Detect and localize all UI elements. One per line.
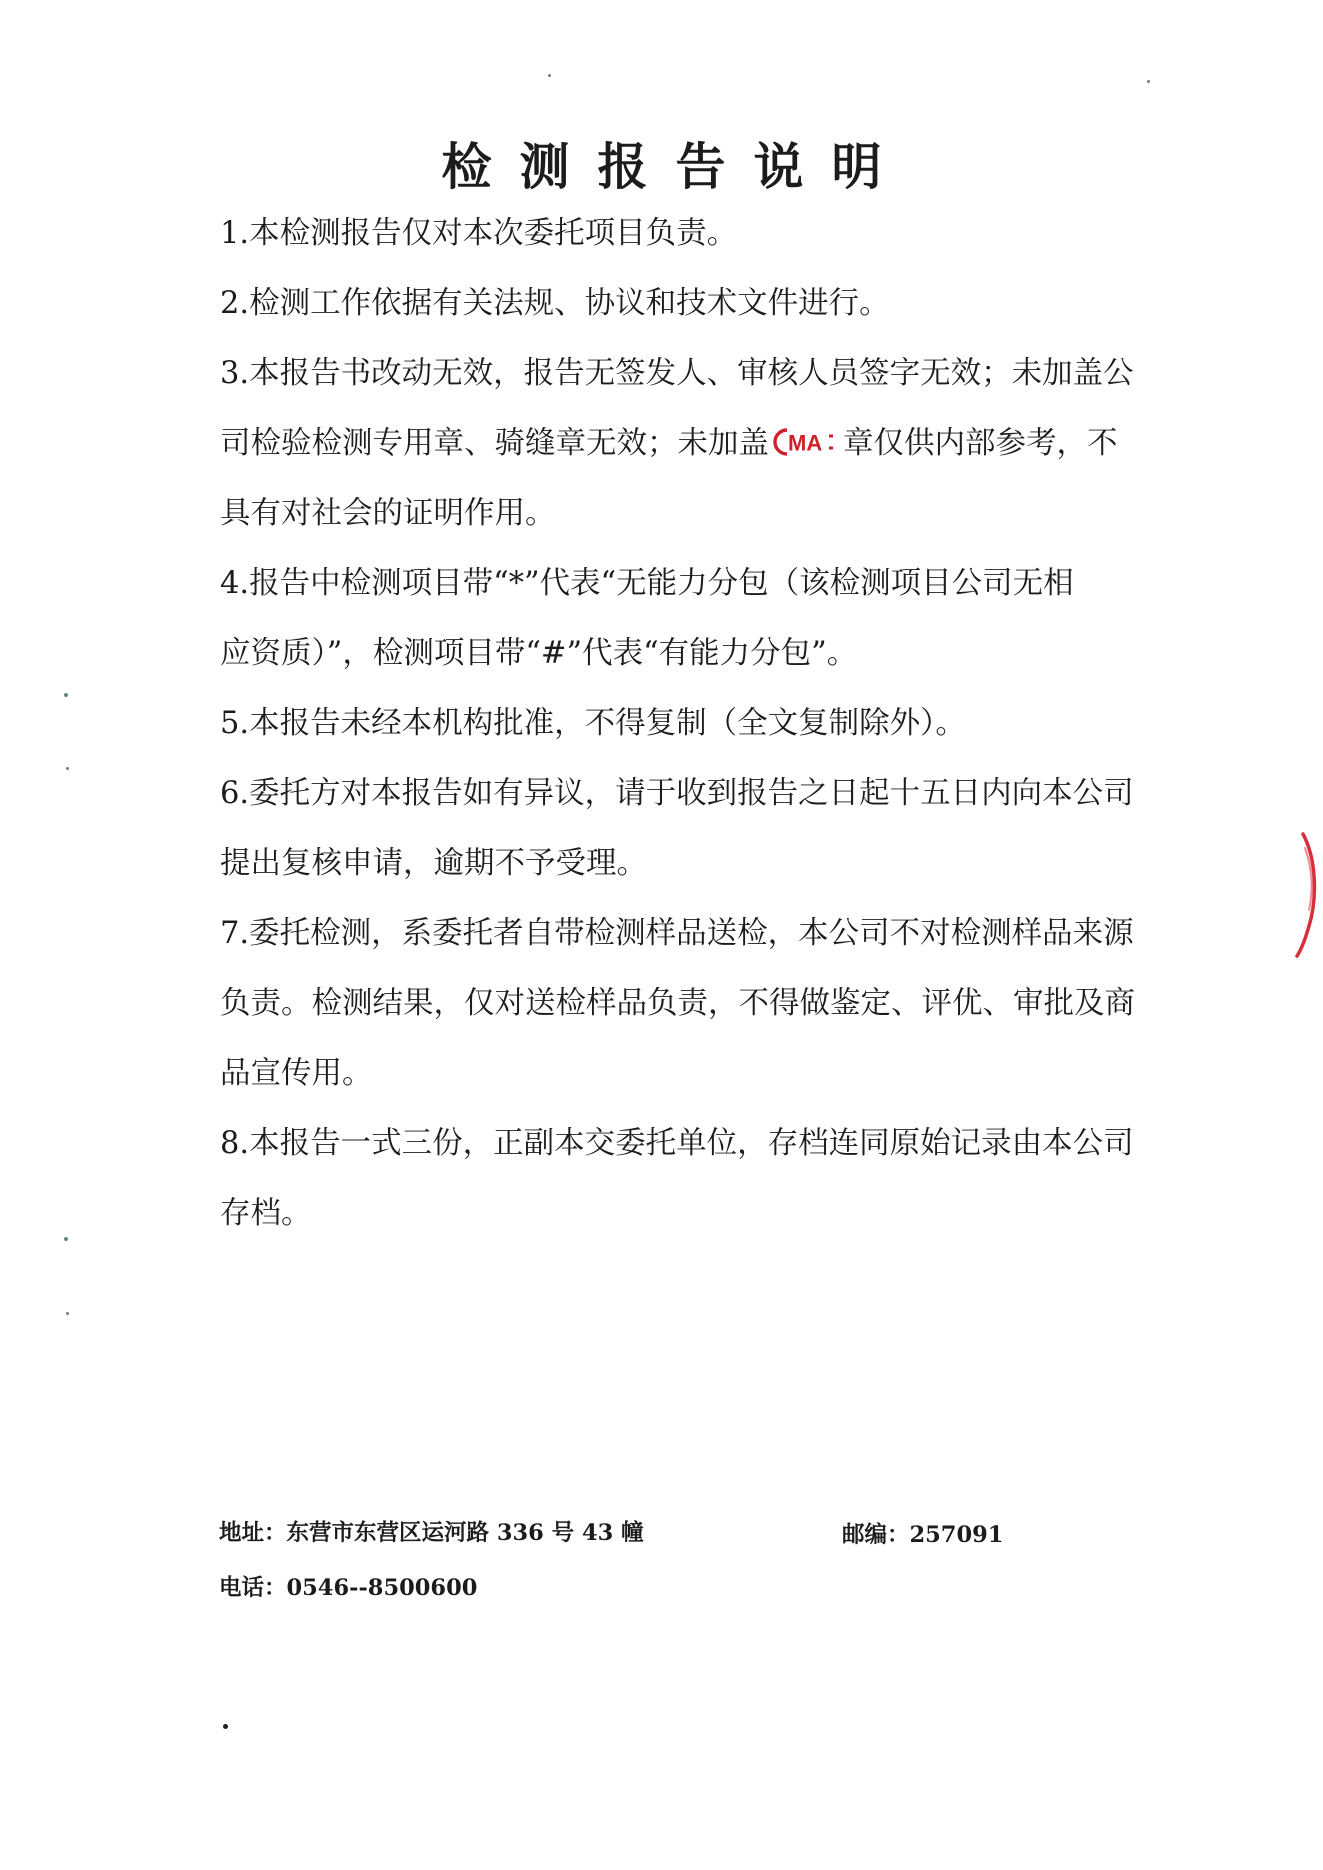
footer-address: 地址：东营市东营区运河路 336 号 43 幢 xyxy=(219,1520,644,1546)
clause-1: 1.本检测报告仅对本次委托项目负责。 xyxy=(220,216,738,251)
scan-speck xyxy=(66,767,69,770)
clause-3-line-2-end: 章仅供内部参考，不 xyxy=(843,426,1118,461)
scan-speck xyxy=(66,1312,69,1315)
scan-speck xyxy=(548,74,551,77)
scan-speck xyxy=(64,693,68,697)
scan-dot xyxy=(223,1724,228,1729)
clause-8-line-1: 8.本报告一式三份，正副本交委托单位，存档连同原始记录由本公司 xyxy=(220,1126,1134,1161)
clause-3-line-2 xyxy=(220,422,1180,466)
clause-7-line-3: 品宣传用。 xyxy=(220,1056,373,1091)
cma-mark-icon xyxy=(773,427,835,457)
clause-4-line-1: 4.报告中检测项目带“*”代表“无能力分包（该检测项目公司无相 xyxy=(220,566,1074,601)
clause-4-line-2: 应资质）”，检测项目带“#”代表“有能力分包”。 xyxy=(220,636,858,671)
clause-2: 2.检测工作依据有关法规、协议和技术文件进行。 xyxy=(220,286,890,321)
page-title: 检测报告说明 xyxy=(441,137,910,196)
scan-speck xyxy=(1147,80,1150,83)
clause-5: 5.本报告未经本机构批准，不得复制（全文复制除外）。 xyxy=(220,706,966,741)
clause-7-line-2: 负责。检测结果，仅对送检样品负责，不得做鉴定、评优、审批及商 xyxy=(220,986,1135,1021)
clause-6-line-2: 提出复核申请，逾期不予受理。 xyxy=(220,846,647,881)
seal-edge-icon xyxy=(1283,830,1323,960)
clause-3-line-2-start: 司检验检测专用章、骑缝章无效；未加盖 xyxy=(220,426,769,461)
cma-mark-text: MA xyxy=(788,430,823,456)
footer-postcode: 邮编：257091 xyxy=(842,1522,1004,1548)
footer-phone: 电话：0546--8500600 xyxy=(219,1575,478,1601)
clause-3-line-3: 具有对社会的证明作用。 xyxy=(220,496,556,531)
clause-8-line-2: 存档。 xyxy=(220,1196,312,1231)
clause-3-line-1: 3.本报告书改动无效，报告无签发人、审核人员签字无效；未加盖公 xyxy=(220,356,1134,391)
scan-speck xyxy=(64,1237,68,1241)
clause-7-line-1: 7.委托检测，系委托者自带检测样品送检，本公司不对检测样品来源 xyxy=(220,916,1134,951)
clause-6-line-1: 6.委托方对本报告如有异议，请于收到报告之日起十五日内向本公司 xyxy=(220,776,1134,811)
